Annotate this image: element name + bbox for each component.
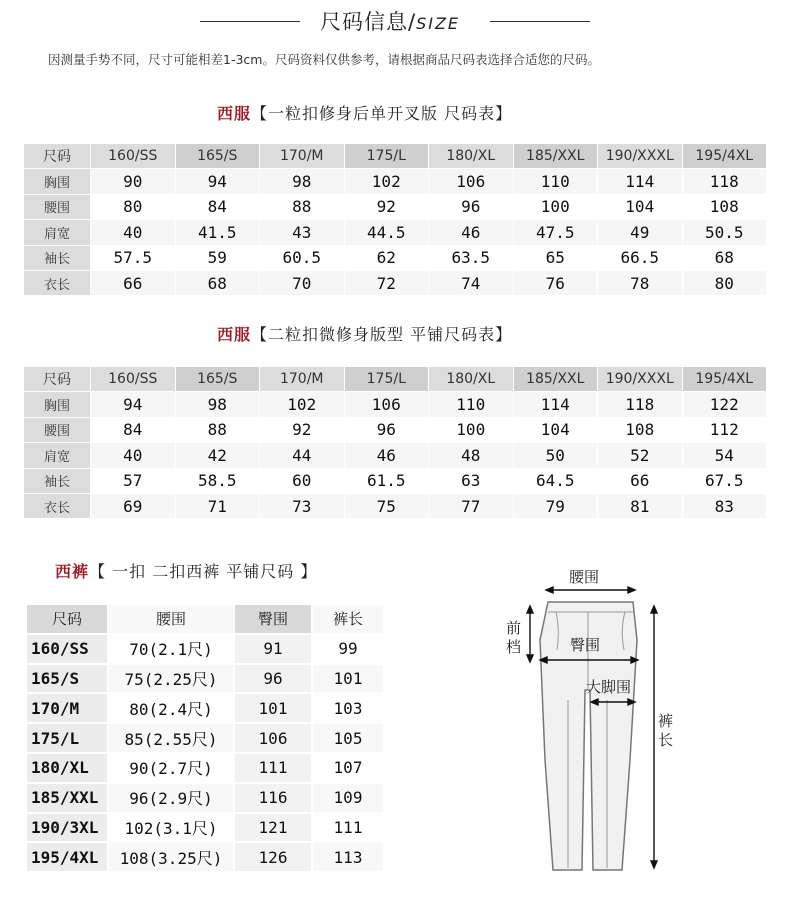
measurement-cell: 88 [176,418,260,442]
measurement-cell: 80 [683,271,767,295]
measurement-cell: 88 [260,195,344,219]
size-header-cell: 180/XL [429,144,513,168]
pants-cell: 75(2.25尺) [109,665,233,693]
size-header-cell: 165/S [176,144,260,168]
size-info-header [0,6,790,40]
row-label: 胸围 [24,169,90,193]
pants-cell: 165/S [27,665,107,693]
measurement-cell: 58.5 [176,469,260,493]
pants-title: 西裤【 一扣 二扣西裤 平铺尺码 】 [55,562,318,581]
pants-cell: 107 [313,754,383,782]
measurement-cell: 65 [514,246,598,270]
size-header-row [24,144,766,168]
row-label: 胸围 [24,392,90,416]
measurement-cell: 40 [91,220,175,244]
measurement-cell: 96 [345,418,429,442]
row-label: 腰围 [24,418,90,442]
measurement-row [24,246,766,270]
size-header-row [24,367,766,391]
measurement-cell: 44.5 [345,220,429,244]
measurement-cell: 50.5 [683,220,767,244]
measurement-cell: 69 [91,494,175,518]
measurement-cell: 41.5 [176,220,260,244]
measurement-cell: 43 [260,220,344,244]
size-header-cell: 170/M [260,144,344,168]
pants-header-cell: 尺码 [27,605,107,633]
measurement-cell: 92 [345,195,429,219]
measurement-cell: 40 [91,443,175,467]
measurement-cell: 75 [345,494,429,518]
measurement-cell: 57.5 [91,246,175,270]
pants-cell: 116 [235,784,311,812]
length-label-1: 裤 [658,712,674,730]
measurement-row [24,195,766,219]
rise-label-1: 前 [506,619,522,637]
pants-cell: 70(2.1尺) [109,635,233,663]
pants-cell: 85(2.55尺) [109,724,233,752]
pants-row [27,694,383,722]
pants-cell: 101 [235,694,311,722]
measurement-cell: 104 [598,195,682,219]
suit2-title: 西服【二粒扣微修身版型 平铺尺码表】 [217,325,513,344]
pants-cell: 96(2.9尺) [109,784,233,812]
measurement-cell: 94 [91,392,175,416]
pants-size-table [25,603,385,873]
measurement-cell: 70 [260,271,344,295]
size-header-cell: 160/SS [91,367,175,391]
pants-row [27,635,383,663]
measurement-cell: 106 [345,392,429,416]
measurement-cell: 102 [345,169,429,193]
size-header-cell: 170/M [260,367,344,391]
header-line-right [490,21,590,22]
measurement-cell: 60 [260,469,344,493]
pants-row [27,665,383,693]
pants-header-cell: 裤长 [313,605,383,633]
pants-cell: 190/3XL [27,814,107,842]
measurement-cell: 80 [91,195,175,219]
measurement-cell: 68 [683,246,767,270]
measurement-cell: 66.5 [598,246,682,270]
measurement-cell: 54 [683,443,767,467]
pants-row [27,724,383,752]
measurement-row [24,469,766,493]
pants-cell: 185/XXL [27,784,107,812]
pants-cell: 180/XL [27,754,107,782]
measurement-cell: 44 [260,443,344,467]
measurement-cell: 118 [683,169,767,193]
pants-header-cell: 臀围 [235,605,311,633]
measurement-cell: 114 [598,169,682,193]
size-header-cell: 175/L [345,367,429,391]
pants-header-row [27,605,383,633]
pants-cell: 80(2.4尺) [109,694,233,722]
measurement-cell: 66 [598,469,682,493]
pants-row [27,784,383,812]
measurement-cell: 47.5 [514,220,598,244]
pants-cell: 111 [313,814,383,842]
measurement-cell: 110 [429,392,513,416]
pants-cell: 109 [313,784,383,812]
measurement-cell: 84 [176,195,260,219]
measurement-cell: 79 [514,494,598,518]
size-header-cell: 190/XXXL [598,144,682,168]
measurement-cell: 108 [683,195,767,219]
measurement-cell: 52 [598,443,682,467]
pants-cell: 99 [313,635,383,663]
measurement-cell: 50 [514,443,598,467]
pants-cell: 96 [235,665,311,693]
hip-label: 臀围 [570,636,601,654]
page-title: 尺码信息/SIZE [320,10,461,34]
measurement-cell: 67.5 [683,469,767,493]
measurement-cell: 108 [598,418,682,442]
pants-cell: 91 [235,635,311,663]
measurement-cell: 42 [176,443,260,467]
measurement-cell: 114 [514,392,598,416]
row-label: 袖长 [24,469,90,493]
measurement-cell: 74 [429,271,513,295]
pants-cell: 113 [313,843,383,871]
size-header-label: 尺码 [24,367,90,391]
measurement-cell: 57 [91,469,175,493]
measurement-cell: 68 [176,271,260,295]
pants-cell: 103 [313,694,383,722]
measurement-row [24,392,766,416]
measurement-cell: 98 [176,392,260,416]
measurement-row [24,271,766,295]
measurement-cell: 92 [260,418,344,442]
pants-cell: 111 [235,754,311,782]
pants-row [27,814,383,842]
row-label: 肩宽 [24,443,90,467]
row-label: 衣长 [24,494,90,518]
size-header-cell: 160/SS [91,144,175,168]
row-label: 肩宽 [24,220,90,244]
suit1-title: 西服【一粒扣修身后单开叉版 尺码表】 [217,104,513,123]
pants-cell: 108(3.25尺) [109,843,233,871]
size-header-cell: 195/4XL [683,144,767,168]
measurement-cell: 61.5 [345,469,429,493]
measurement-cell: 63.5 [429,246,513,270]
measurement-cell: 104 [514,418,598,442]
pants-measurement-diagram [490,560,690,880]
pants-cell: 106 [235,724,311,752]
row-label: 腰围 [24,195,90,219]
size-header-cell: 165/S [176,367,260,391]
measurement-cell: 73 [260,494,344,518]
measurement-cell: 46 [345,443,429,467]
header-line-left [200,21,300,22]
measurement-cell: 100 [514,195,598,219]
pants-cell: 121 [235,814,311,842]
measurement-cell: 76 [514,271,598,295]
measurement-cell: 66 [91,271,175,295]
measurement-cell: 106 [429,169,513,193]
measurement-cell: 83 [683,494,767,518]
pants-cell: 170/M [27,694,107,722]
size-header-cell: 185/XXL [514,367,598,391]
pants-cell: 105 [313,724,383,752]
pants-row [27,843,383,871]
measurement-cell: 94 [176,169,260,193]
length-label-2: 长 [658,731,674,749]
measurement-cell: 98 [260,169,344,193]
measurement-cell: 49 [598,220,682,244]
pants-cell: 90(2.7尺) [109,754,233,782]
measurement-cell: 112 [683,418,767,442]
measurement-cell: 81 [598,494,682,518]
pants-cell: 160/SS [27,635,107,663]
measurement-cell: 48 [429,443,513,467]
measurement-row [24,443,766,467]
size-header-cell: 190/XXXL [598,367,682,391]
measurement-cell: 78 [598,271,682,295]
pants-row [27,754,383,782]
size-header-cell: 175/L [345,144,429,168]
measurement-row [24,494,766,518]
hem-label: 大脚围 [586,678,632,696]
measurement-cell: 102 [260,392,344,416]
size-header-label: 尺码 [24,144,90,168]
pants-cell: 126 [235,843,311,871]
measurement-cell: 110 [514,169,598,193]
size-header-cell: 185/XXL [514,144,598,168]
measurement-cell: 118 [598,392,682,416]
measurement-cell: 62 [345,246,429,270]
pants-cell: 175/L [27,724,107,752]
measurement-cell: 64.5 [514,469,598,493]
measurement-cell: 71 [176,494,260,518]
pants-cell: 101 [313,665,383,693]
measurement-cell: 60.5 [260,246,344,270]
measurement-cell: 72 [345,271,429,295]
measurement-cell: 63 [429,469,513,493]
pants-cell: 195/4XL [27,843,107,871]
row-label: 衣长 [24,271,90,295]
size-header-cell: 180/XL [429,367,513,391]
measurement-cell: 46 [429,220,513,244]
measurement-note: 因测量手势不同，尺寸可能相差1-3cm。尺码资料仅供参考，请根据商品尺码表选择合适您的尺码。 [48,52,600,67]
measurement-cell: 122 [683,392,767,416]
suit2-size-table [23,366,767,519]
size-header-cell: 195/4XL [683,367,767,391]
measurement-row [24,169,766,193]
row-label: 袖长 [24,246,90,270]
measurement-cell: 100 [429,418,513,442]
pants-header-cell: 腰围 [109,605,233,633]
measurement-cell: 90 [91,169,175,193]
waist-label: 腰围 [569,568,600,586]
measurement-cell: 84 [91,418,175,442]
measurement-cell: 77 [429,494,513,518]
measurement-row [24,418,766,442]
rise-label-2: 档 [506,638,522,656]
measurement-cell: 96 [429,195,513,219]
pants-cell: 102(3.1尺) [109,814,233,842]
measurement-cell: 59 [176,246,260,270]
suit1-size-table [23,143,767,296]
measurement-row [24,220,766,244]
